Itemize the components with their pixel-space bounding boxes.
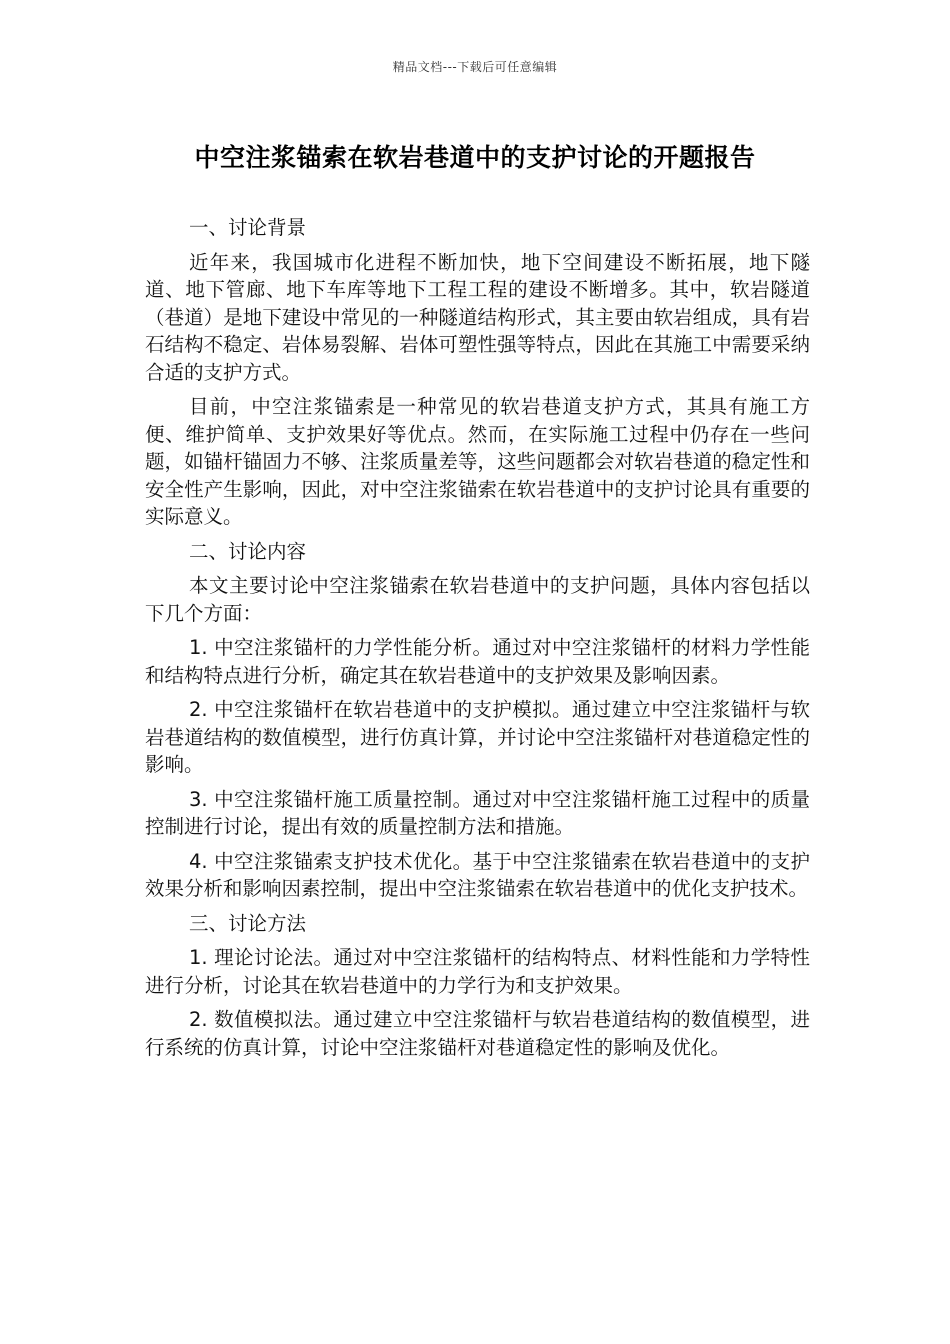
list-item: 1. 理论讨论法。通过对中空注浆锚杆的结构特点、材料性能和力学特性进行分析，讨论其在软岩巷道中的力学行为和支护效果。 [145,946,810,997]
section-heading: 二、讨论内容 [189,539,307,563]
list-item: 3. 中空注浆锚杆施工质量控制。通过对中空注浆锚杆施工过程中的质量控制进行讨论，提出有效的质量控制方法和措施。 [145,787,810,838]
page-header: 精品文档---下载后可任意编辑 [392,60,558,74]
section-heading: 一、讨论背景 [189,216,307,239]
paragraph: 目前，中空注浆锚索是一种常见的软岩巷道支护方式，其具有施工方便、维护简单、支护效果好等优点。然而，在实际施工过程中仍存在一些问题，如锚杆锚固力不够、注浆质量差等，这些问题都会对软岩巷道的稳定性和安全性产生影响，因此，对中空注浆锚索在软岩巷道中的支护讨论具有重要的实际意义。 [145,395,810,528]
document-title: 中空注浆锚索在软岩巷道中的支护讨论的开题报告 [194,143,756,172]
paragraph: 本文主要讨论中空注浆锚索在软岩巷道中的支护问题，具体内容包括以下几个方面： [145,574,810,625]
section-heading: 三、讨论方法 [189,911,307,935]
document-body [145,214,810,1068]
paragraph: 近年来，我国城市化进程不断加快，地下空间建设不断拓展，地下隧道、地下管廊、地下车库等地下工程工程的建设不断增多。其中，软岩隧道（巷道）是地下建设中常见的一种隧道结构形式，其主要由软岩组成，具有岩石结构不稳定、岩体易裂解、岩体可塑性强等特点，因此在其施工中需要采纳合适的支护方式。 [145,250,810,384]
list-item: 2. 数值模拟法。通过建立中空注浆锚杆与软岩巷道结构的数值模型，进行系统的仿真计算，讨论中空注浆锚杆对巷道稳定性的影响及优化。 [145,1008,810,1059]
list-item: 2. 中空注浆锚杆在软岩巷道中的支护模拟。通过建立中空注浆锚杆与软岩巷道结构的数值模型，进行仿真计算，并讨论中空注浆锚杆对巷道稳定性的影响。 [145,698,810,776]
list-item: 4. 中空注浆锚索支护技术优化。基于中空注浆锚索在软岩巷道中的支护效果分析和影响因素控制，提出中空注浆锚索在软岩巷道中的优化支护技术。 [145,849,810,900]
list-item: 1. 中空注浆锚杆的力学性能分析。通过对中空注浆锚杆的材料力学性能和结构特点进行分析，确定其在软岩巷道中的支护效果及影响因素。 [145,636,810,687]
